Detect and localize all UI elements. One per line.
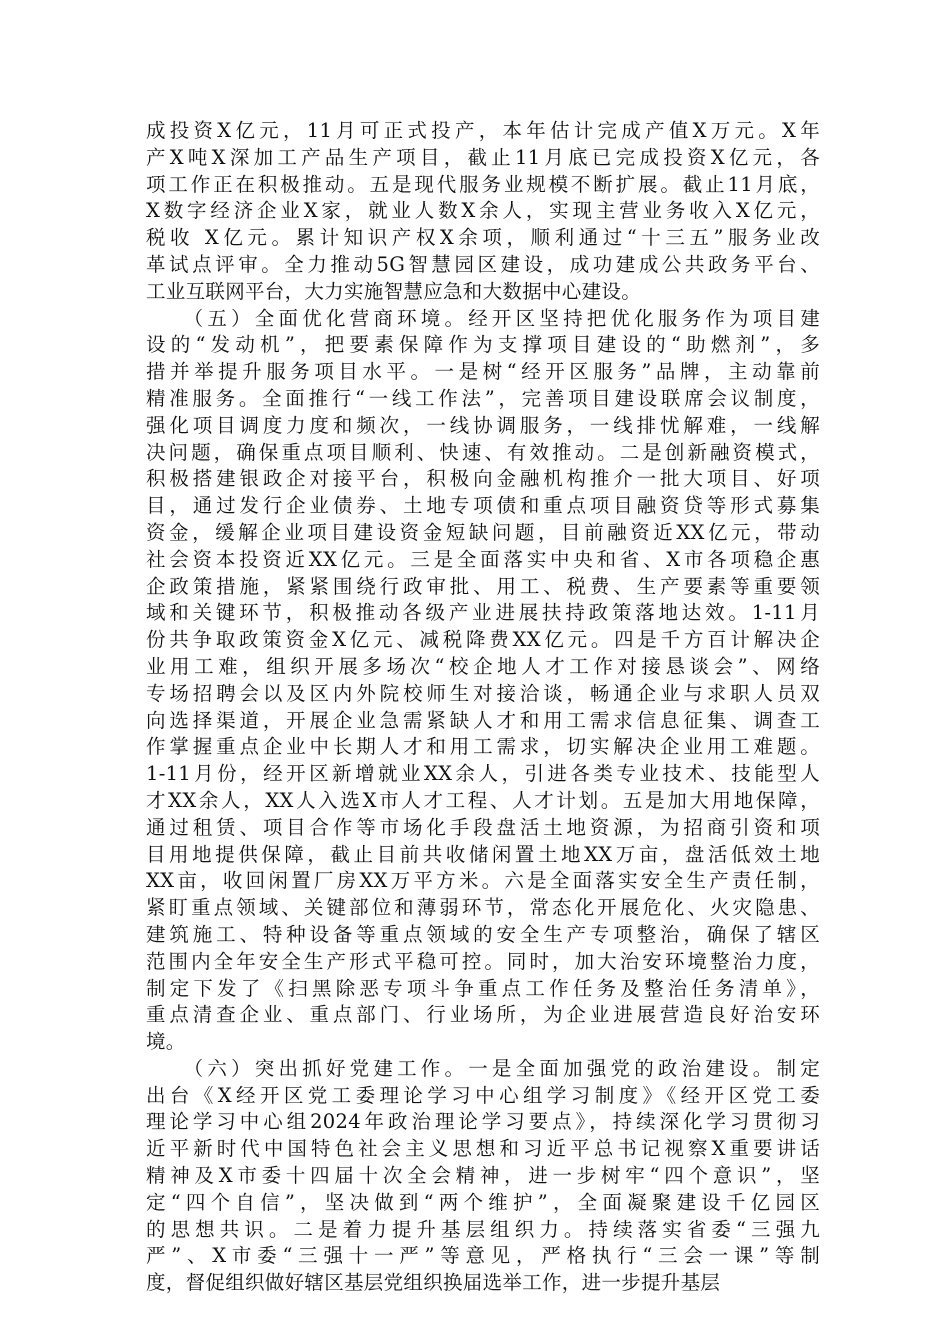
text-line: 的思想共识。二是着力提升基层组织力。持续落实省委“三强九 bbox=[146, 1217, 820, 1241]
text-line: 严”、X市委“三强十一严”等意见，严格执行“三会一课”等制 bbox=[146, 1244, 820, 1268]
text-line: 定“四个自信”，坚决做到“两个维护”，全面凝聚建设千亿园区 bbox=[146, 1190, 820, 1214]
text-line: 目用地提供保障，截止目前共收储闲置土地XX万亩，盘活低效土地 bbox=[146, 842, 820, 866]
text-line: 份共争取政策资金X亿元、减税降费XX亿元。四是千方百计解决企 bbox=[146, 628, 820, 652]
text-line: 重点清查企业、重点部门、行业场所，为企业进展营造良好治安环 bbox=[146, 1003, 820, 1027]
text-line: 近平新时代中国特色社会主义思想和习近平总书记视察X重要讲话 bbox=[146, 1137, 820, 1161]
text-line: 范围内全年安全生产形式平稳可控。同时，加大治安环境整治力度， bbox=[146, 949, 820, 973]
text-line: 境。 bbox=[146, 1030, 186, 1054]
text-line: 社会资本投资近XX亿元。三是全面落实中央和省、X市各项稳企惠 bbox=[146, 547, 820, 571]
text-line: 才XX余人，XX人入选X市人才工程、人才计划。五是加大用地保障， bbox=[146, 788, 820, 812]
body-text bbox=[146, 118, 820, 1297]
text-line: 项工作正在积极推动。五是现代服务业规模不断扩展。截止11月底， bbox=[146, 172, 820, 196]
text-line: 建筑施工、特种设备等重点领域的安全生产专项整治，确保了辖区 bbox=[146, 922, 820, 946]
text-line: 专场招聘会以及区内外院校师生对接洽谈，畅通企业与求职人员双 bbox=[146, 681, 820, 705]
text-line: 产X吨X深加工产品生产项目，截止11月底已完成投资X亿元，各 bbox=[146, 145, 820, 169]
text-line: 作掌握重点企业中长期人才和用工需求，切实解决企业用工难题。 bbox=[146, 735, 820, 759]
text-line: 成投资X亿元，11月可正式投产，本年估计完成产值X万元。X年 bbox=[146, 119, 820, 142]
text-line: XX亩，收回闲置厂房XX万平方米。六是全面落实安全生产责任制， bbox=[146, 869, 820, 893]
text-line: 出台《X经开区党工委理论学习中心组学习制度》《经开区党工委 bbox=[146, 1083, 820, 1107]
text-line: 积极搭建银政企对接平台，积极向金融机构推介一批大项目、好项 bbox=[146, 467, 820, 491]
text-line: （五）全面优化营商环境。经开区坚持把优化服务作为项目建 bbox=[146, 306, 820, 330]
text-line: 措并举提升服务项目水平。一是树“经开区服务”品牌，主动靠前 bbox=[146, 360, 820, 384]
text-line: 域和关键环节，积极推动各级产业进展扶持政策落地达效。1-11月 bbox=[146, 601, 820, 625]
text-line: 度，督促组织做好辖区基层党组织换届选举工作，进一步提升基层 bbox=[146, 1271, 721, 1295]
text-line: 精准服务。全面推行“一线工作法”，完善项目建设联席会议制度， bbox=[146, 386, 820, 410]
text-line: （六）突出抓好党建工作。一是全面加强党的政治建设。制定 bbox=[146, 1056, 820, 1080]
text-line: X数字经济企业X家，就业人数X余人，实现主营业务收入X亿元， bbox=[146, 199, 820, 223]
text-line: 理论学习中心组2024年政治理论学习要点》，持续深化学习贯彻习 bbox=[146, 1110, 820, 1134]
text-line: 1-11月份，经开区新增就业XX余人，引进各类专业技术、技能型人 bbox=[146, 762, 820, 786]
text-line: 通过租赁、项目合作等市场化手段盘活土地资源，为招商引资和项 bbox=[146, 815, 820, 839]
text-line: 工业互联网平台，大力实施智慧应急和大数据中心建设。 bbox=[146, 279, 642, 303]
text-line: 税收 X亿元。累计知识产权X余项，顺利通过“十三五”服务业改 bbox=[146, 226, 820, 250]
text-line: 企政策措施，紧紧围绕行政审批、用工、税费、生产要素等重要领 bbox=[146, 574, 820, 598]
text-line: 资金，缓解企业项目建设资金短缺问题，目前融资近XX亿元，带动 bbox=[146, 520, 820, 544]
text-line: 业用工难，组织开展多场次“校企地人才工作对接恳谈会”、网络 bbox=[146, 654, 820, 678]
text-line: 精神及X市委十四届十次全会精神，进一步树牢“四个意识”，坚 bbox=[146, 1164, 820, 1188]
text-line: 强化项目调度力度和频次，一线协调服务，一线排忧解难，一线解 bbox=[146, 413, 820, 437]
text-line: 向选择渠道，开展企业急需紧缺人才和用工需求信息征集、调查工 bbox=[146, 708, 820, 732]
text-line: 制定下发了《扫黑除恶专项斗争重点工作任务及整治任务清单》， bbox=[146, 976, 820, 1000]
text-line: 目，通过发行企业债券、土地专项债和重点项目融资贷等形式募集 bbox=[146, 494, 820, 518]
text-line: 紧盯重点领域、关键部位和薄弱环节，常态化开展危化、火灾隐患、 bbox=[146, 896, 820, 920]
text-line: 设的“发动机”，把要素保障作为支撑项目建设的“助燃剂”，多 bbox=[146, 333, 820, 357]
text-line: 革试点评审。全力推动5G智慧园区建设，成功建成公共政务平台、 bbox=[146, 252, 820, 276]
text-line: 决问题，确保重点项目顺利、快速、有效推动。二是创新融资模式， bbox=[146, 440, 820, 464]
